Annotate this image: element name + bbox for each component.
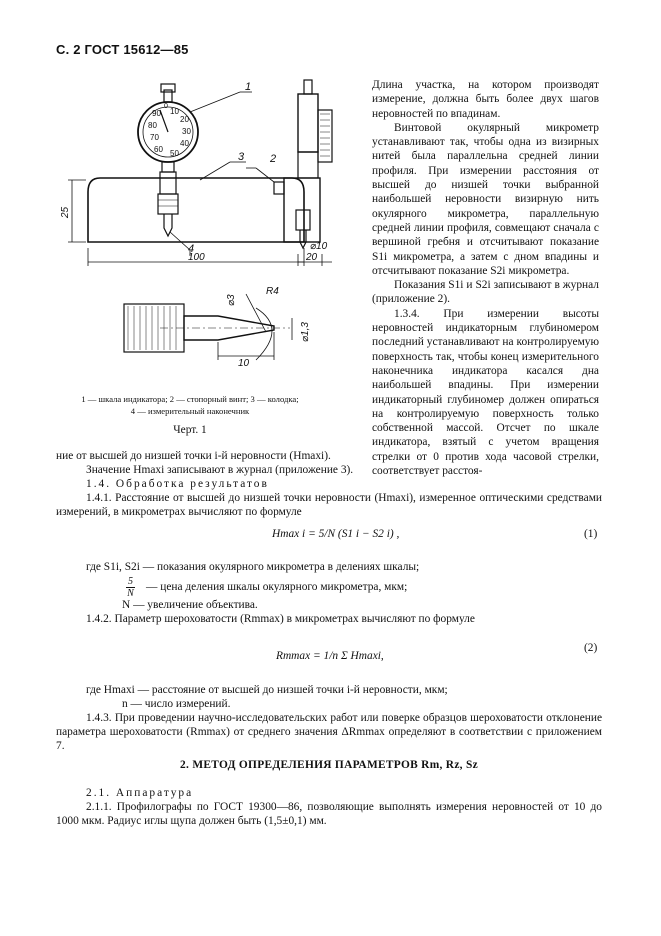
section-2-1-1: 2.1.1. Профилографы по ГОСТ 19300—86, позволяющие выполнять измерения неровностей от 10 до 1000 мкм. Радиус иглы щупа должен быть (1,5±0,1) мм. <box>56 801 602 828</box>
para-readings: Показания S1i и S2i записывают в журнал (приложение 2). <box>372 279 599 306</box>
body-results-heading: 1.4. Обработка результатов <box>86 478 269 490</box>
where-n: N — увеличение объектива. <box>122 599 258 611</box>
page-header: С. 2 ГОСТ 15612—85 <box>56 42 189 57</box>
callout-2: 2 <box>270 153 277 165</box>
para-1-3-4: 1.3.4. При измерении высоты неровностей индикаторным глубиномером последний устанавливают на контролируемую поверхность так, чтобы конец измерительного наконечника индикатора касался дна наибольшей впадины. При измерении индикаторный глубиномер должен опираться на контролируемую поверхность только собственной массой. Отсчет по шкале индикатора, взятый с учетом вращения стрелки от 0 против хода часовой стрелки, соответствует расстоя- <box>372 307 599 478</box>
figure-caption <box>40 393 340 417</box>
section-2-heading: 2. МЕТОД ОПРЕДЕЛЕНИЯ ПАРАМЕТРОВ Rm, Rz, Sz <box>180 759 478 771</box>
where-hmax: где Hmaxi — расстояние от высшей до низшей точки i-й неровности, мкм; <box>86 684 448 696</box>
svg-text:10: 10 <box>170 107 179 116</box>
dial-needle <box>160 110 168 132</box>
svg-text:70: 70 <box>150 133 159 142</box>
body-record-value: Значение Hmaxi записывают в журнал (приложение 3). <box>86 464 354 476</box>
callout-1: 1 <box>245 81 252 93</box>
knurl <box>318 110 332 162</box>
svg-text:80: 80 <box>148 121 157 130</box>
where-scale: — цена деления шкалы окулярного микрометра, мкм; <box>146 581 408 593</box>
callout-4: 4 <box>188 243 195 255</box>
svg-text:90: 90 <box>152 109 161 118</box>
formula-2: Rmmax = 1/n Σ Hmaxi, <box>276 650 384 662</box>
svg-text:30: 30 <box>182 127 191 136</box>
where-s: где S1i, S2i — показания окулярного микрометра в делениях шкалы; <box>86 561 420 573</box>
lock-screw <box>274 182 284 194</box>
block-outline <box>88 178 304 242</box>
dim-diam-shaft: ⌀10 <box>310 241 328 252</box>
formula-2-number: (2) <box>584 642 598 654</box>
caption-line-1: 1 — шкала индикатора; 2 — стопорный винт; 3 — колодка; <box>81 394 299 404</box>
svg-text:0: 0 <box>164 103 168 110</box>
dim-width: 100 <box>188 252 205 263</box>
dim-radius: R4 <box>266 286 279 297</box>
tip-knurl <box>124 304 184 352</box>
para-micrometer: Винтовой окулярный микрометр устанавливают так, чтобы одна из визирных нитей была параллельна средней линии профиля. При измерении расстояния от высшей до низшей точки выбранной наибольшей неровности визирную нить окулярного микрометра, параллельную средней линии профиля, совмещают сначала с вершиной гребня и отсчитывают показание S1i микрометра, а затем с дном впадины и отсчитывают показание S2i микрометра. <box>372 121 599 277</box>
caption-line-2: 4 — измерительный наконечник <box>130 406 250 416</box>
svg-text:60: 60 <box>154 145 163 154</box>
formula-1: Hmax i = 5/N (S1 i − S2 i) , <box>272 528 400 540</box>
dim-diam-end: ⌀1,3 <box>300 322 311 342</box>
where-count: n — число измерений. <box>122 698 231 710</box>
section-2-1: 2.1. Аппаратура <box>86 787 194 799</box>
technical-drawing <box>40 70 370 390</box>
figure-label: Черт. 1 <box>173 424 207 436</box>
right-column <box>372 78 599 478</box>
body-1-4-2: 1.4.2. Параметр шероховатости (Rmmax) в микрометрах вычисляют по формуле <box>86 613 475 625</box>
svg-text:20: 20 <box>180 115 189 124</box>
dim-len-tip: 10 <box>238 358 250 369</box>
dim-diam-tip: ⌀3 <box>226 294 237 306</box>
para-length: Длина участка, на котором производят измерение, должна быть более двух шагов неровностей по впадинам. <box>372 79 599 120</box>
dim-side: 20 <box>306 252 318 263</box>
callout-3: 3 <box>238 151 245 163</box>
body-1-4-1: 1.4.1. Расстояние от высшей до низшей точки неровности (Hmaxi), измеренное оптическими средствами измерений, в микрометрах вычисляют по формуле <box>56 492 602 519</box>
body-1-4-3: 1.4.3. При проведении научно-исследовательских работ или поверке образцов шероховатости отклонение параметра шероховатости (Rmmax) от среднего значения ΔRmmax определяют в соответствии с приложением 7. <box>56 712 602 753</box>
body-continuation: ние от высшей до низшей точки i-й неровности (Hmaxi). <box>56 450 331 462</box>
svg-text:40: 40 <box>180 139 189 148</box>
dim-height: 25 <box>60 206 71 218</box>
formula-1-number: (1) <box>584 528 598 540</box>
where-fraction: $\frac{5}{N}$ <box>127 576 134 599</box>
svg-text:50: 50 <box>170 149 179 158</box>
